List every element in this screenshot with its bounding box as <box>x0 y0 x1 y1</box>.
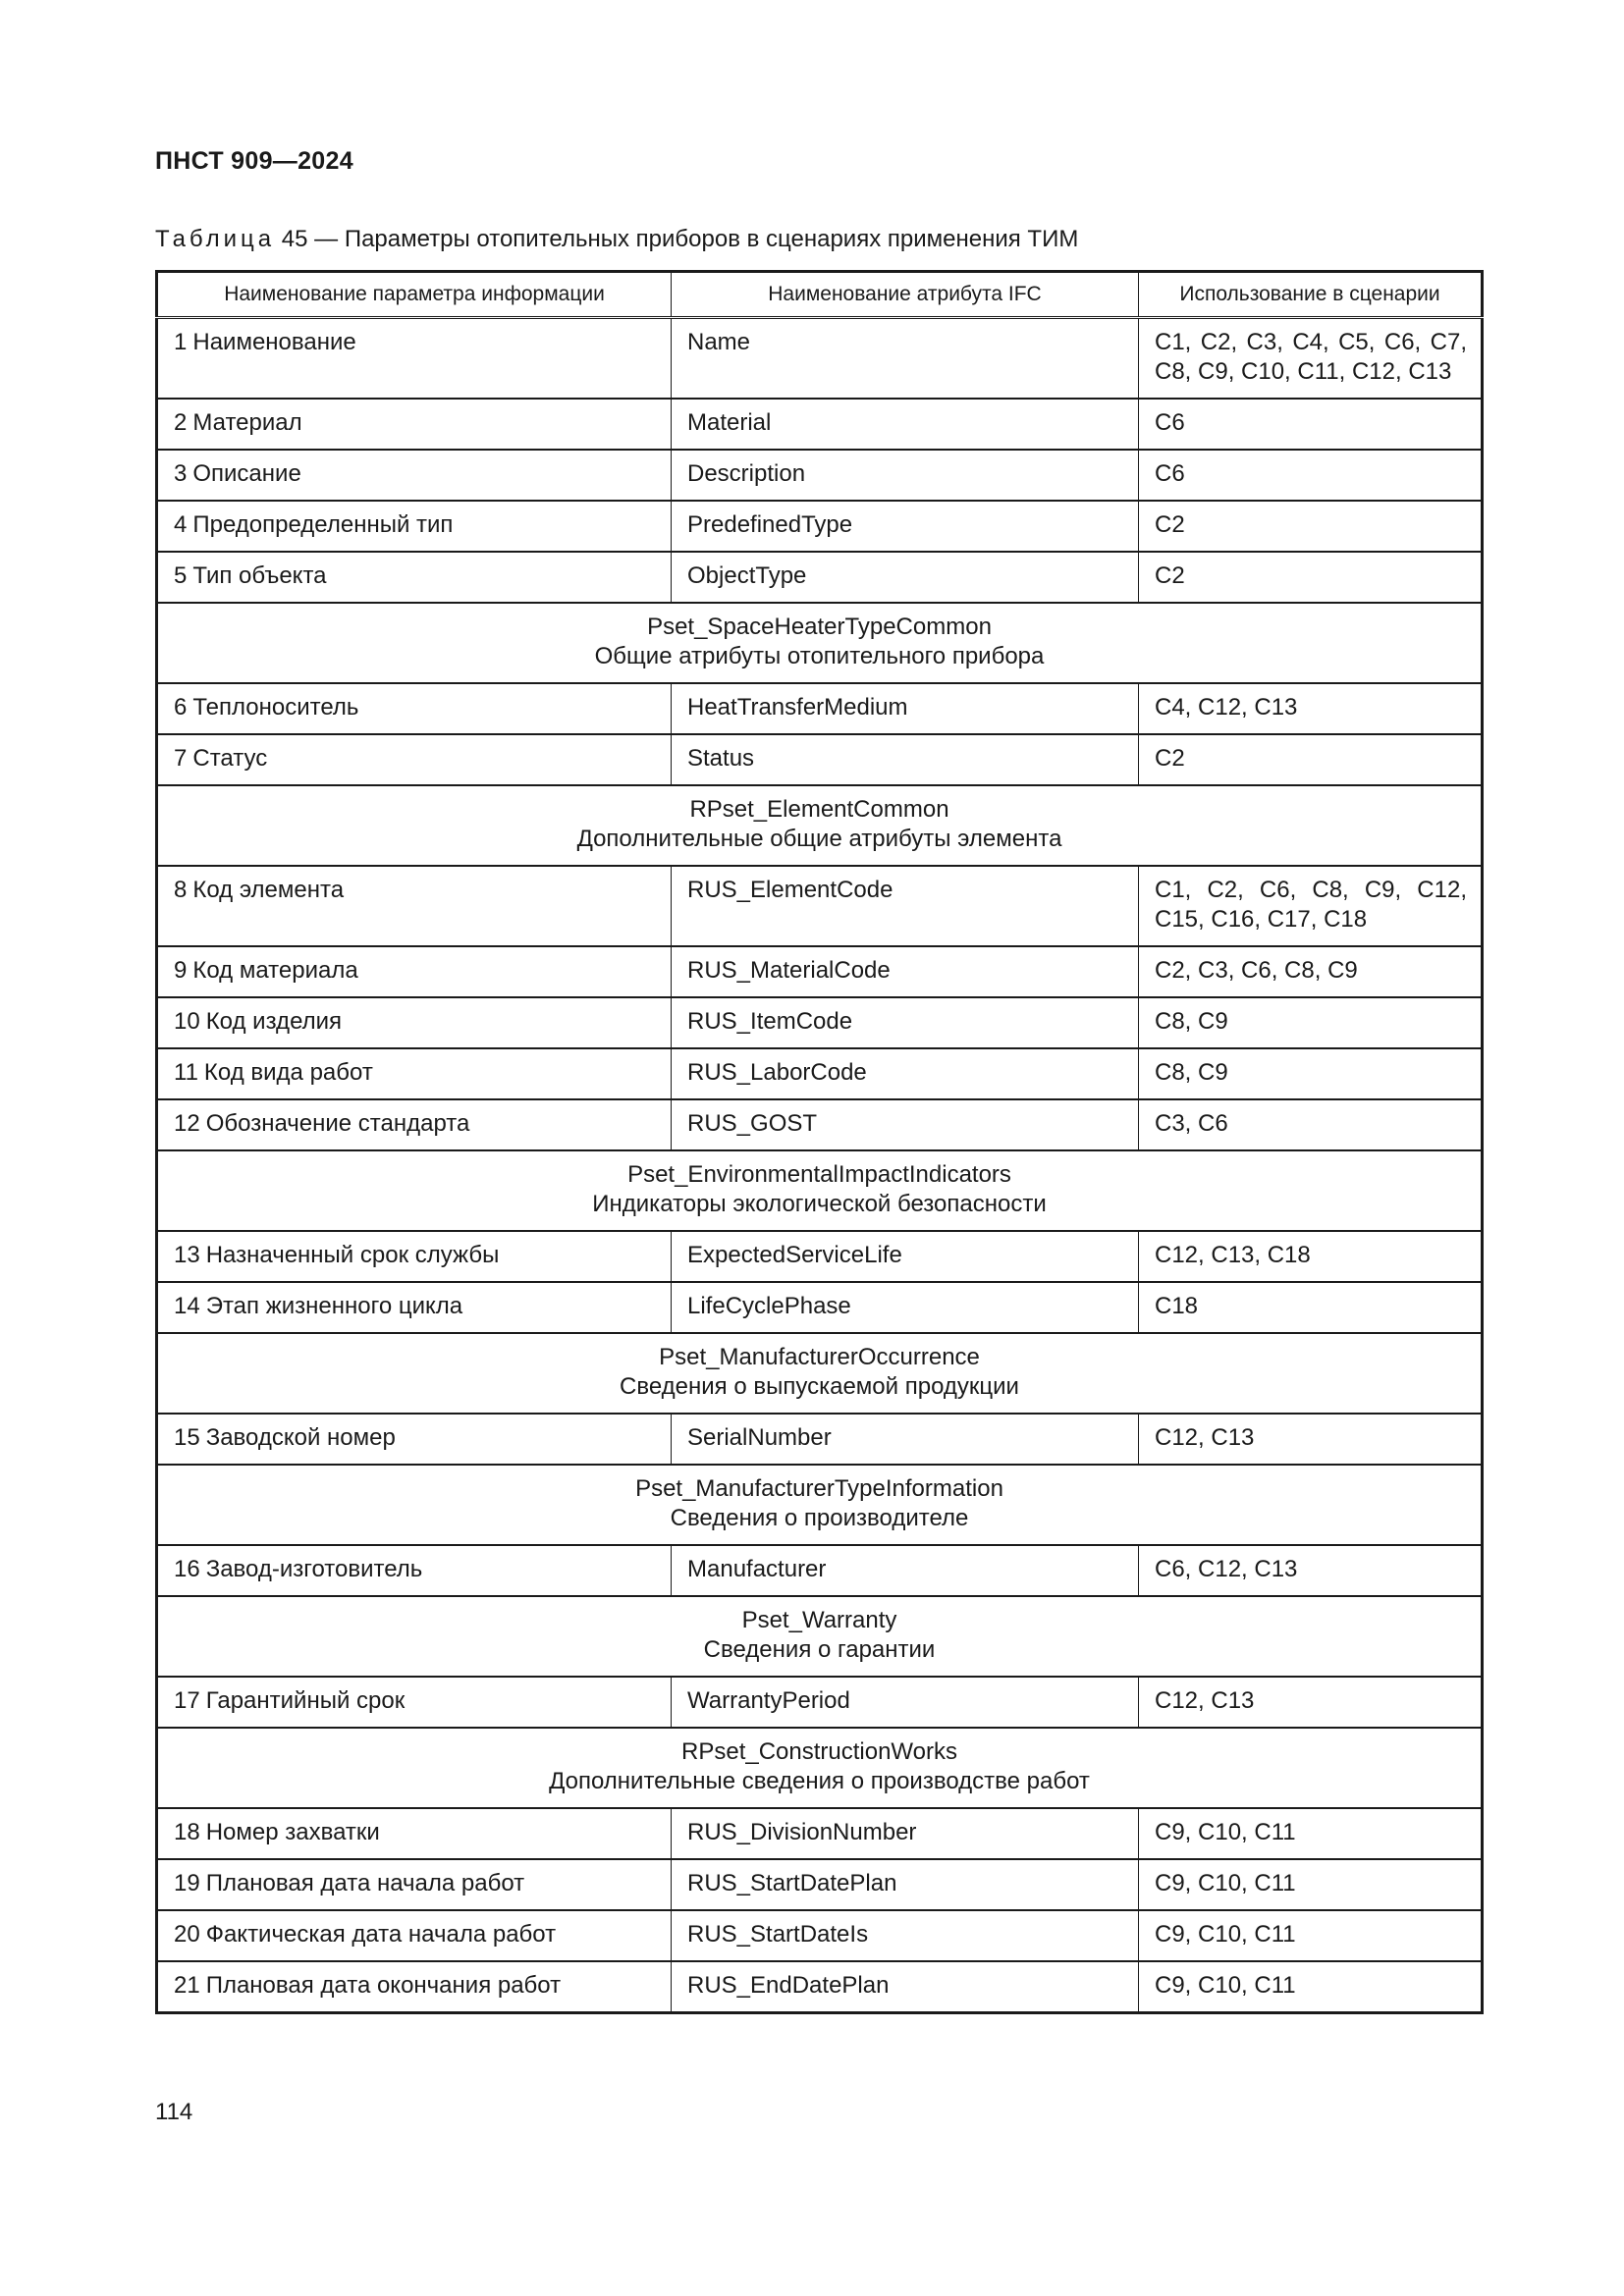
usage-cell: С12, С13, С18 <box>1139 1231 1483 1282</box>
ifc-attribute-cell: RUS_GOST <box>672 1099 1139 1150</box>
parameter-name: Код элемента <box>192 877 345 903</box>
table-caption <box>155 226 1078 253</box>
ifc-attribute-cell: Material <box>672 399 1139 450</box>
table-row <box>157 1048 1483 1099</box>
parameter-number: 9 <box>174 957 188 984</box>
column-header-ifc-attribute: Наименование атрибута IFC <box>672 272 1139 318</box>
parameter-cell <box>157 1099 672 1150</box>
table-row <box>157 683 1483 734</box>
parameter-name: Плановая дата окончания работ <box>205 1972 562 1999</box>
usage-cell: С6, С12, С13 <box>1139 1545 1483 1596</box>
parameter-name: Описание <box>192 460 301 487</box>
section-pset-name: RPset_ConstructionWorks <box>681 1738 957 1765</box>
ifc-attribute-cell: RUS_StartDatePlan <box>672 1859 1139 1910</box>
parameter-number: 17 <box>174 1687 200 1714</box>
table-header-row <box>157 272 1483 318</box>
table-row <box>157 1961 1483 2013</box>
column-header-parameter: Наименование параметра информации <box>157 272 672 318</box>
usage-cell: С6 <box>1139 399 1483 450</box>
usage-cell: С1, С2, С6, С8, С9, С12, С15, С16, С17, С18 <box>1139 866 1483 946</box>
parameter-number: 5 <box>174 562 188 589</box>
table-row <box>157 946 1483 997</box>
usage-cell: С4, С12, С13 <box>1139 683 1483 734</box>
section-pset-name: Pset_Warranty <box>741 1607 897 1633</box>
table-row <box>157 450 1483 501</box>
parameter-cell <box>157 997 672 1048</box>
parameter-number: 12 <box>174 1110 200 1137</box>
parameter-number: 19 <box>174 1870 200 1896</box>
parameter-number: 21 <box>174 1972 200 1999</box>
parameter-cell <box>157 552 672 603</box>
usage-cell: С2 <box>1139 501 1483 552</box>
table-row <box>157 1545 1483 1596</box>
parameter-name: Теплоноситель <box>192 694 359 721</box>
section-heading <box>157 1465 1483 1545</box>
table-section-row <box>157 1150 1483 1231</box>
usage-cell: С9, С10, С11 <box>1139 1808 1483 1859</box>
section-heading <box>157 603 1483 683</box>
parameter-cell <box>157 946 672 997</box>
table-section-row <box>157 1596 1483 1677</box>
parameter-cell <box>157 1048 672 1099</box>
section-description: Дополнительные сведения о производстве работ <box>549 1768 1090 1794</box>
section-heading <box>157 785 1483 866</box>
parameter-cell <box>157 1808 672 1859</box>
section-description: Индикаторы экологической безопасности <box>592 1191 1047 1217</box>
parameter-number: 3 <box>174 460 188 487</box>
parameter-name: Тип объекта <box>192 562 327 589</box>
section-pset-name: Pset_EnvironmentalImpactIndicators <box>627 1161 1011 1188</box>
parameter-cell <box>157 399 672 450</box>
table-row <box>157 866 1483 946</box>
usage-cell: С8, С9 <box>1139 997 1483 1048</box>
parameter-number: 14 <box>174 1293 200 1319</box>
parameter-cell <box>157 318 672 400</box>
parameter-cell <box>157 866 672 946</box>
parameter-number: 15 <box>174 1424 200 1451</box>
usage-cell: С1, С2, С3, С4, С5, С6, С7, С8, С9, С10, С11, С12, С13 <box>1139 318 1483 400</box>
ifc-attribute-cell: SerialNumber <box>672 1414 1139 1465</box>
usage-cell: С6 <box>1139 450 1483 501</box>
table-row <box>157 1808 1483 1859</box>
document-header: ПНСТ 909—2024 <box>155 147 353 175</box>
section-description: Дополнительные общие атрибуты элемента <box>576 826 1062 852</box>
parameter-cell <box>157 1677 672 1728</box>
usage-cell: С2 <box>1139 552 1483 603</box>
table-row <box>157 501 1483 552</box>
table-row <box>157 1282 1483 1333</box>
parameter-cell <box>157 683 672 734</box>
parameter-name: Назначенный срок службы <box>205 1242 500 1268</box>
usage-cell: С9, С10, С11 <box>1139 1859 1483 1910</box>
table-caption-text: 45 — Параметры отопительных приборов в сценариях применения ТИМ <box>281 226 1079 252</box>
ifc-attribute-cell: RUS_ItemCode <box>672 997 1139 1048</box>
table-caption-label: Таблица <box>155 226 276 252</box>
parameters-table <box>155 270 1484 2014</box>
ifc-attribute-cell: WarrantyPeriod <box>672 1677 1139 1728</box>
parameter-number: 11 <box>174 1059 198 1086</box>
parameter-cell <box>157 1859 672 1910</box>
table-section-row <box>157 1333 1483 1414</box>
table-section-row <box>157 603 1483 683</box>
parameter-number: 18 <box>174 1819 200 1845</box>
usage-cell: С9, С10, С11 <box>1139 1961 1483 2013</box>
section-heading <box>157 1728 1483 1808</box>
usage-cell: С2, С3, С6, С8, С9 <box>1139 946 1483 997</box>
parameter-name: Материал <box>192 409 302 436</box>
parameter-name: Код материала <box>192 957 358 984</box>
ifc-attribute-cell: RUS_StartDateIs <box>672 1910 1139 1961</box>
ifc-attribute-cell: Description <box>672 450 1139 501</box>
section-pset-name: Pset_SpaceHeaterTypeCommon <box>647 614 992 640</box>
section-description: Сведения о производителе <box>670 1505 969 1531</box>
parameter-cell <box>157 1231 672 1282</box>
table-row <box>157 734 1483 785</box>
parameter-name: Обозначение стандарта <box>205 1110 470 1137</box>
parameter-name: Наименование <box>192 329 356 355</box>
parameter-number: 2 <box>174 409 188 436</box>
table-row <box>157 318 1483 400</box>
ifc-attribute-cell: ObjectType <box>672 552 1139 603</box>
table-section-row <box>157 1728 1483 1808</box>
parameter-number: 1 <box>174 329 188 355</box>
parameters-table-container <box>155 270 1481 2014</box>
usage-cell: С2 <box>1139 734 1483 785</box>
parameter-name: Номер захватки <box>205 1819 380 1845</box>
section-heading <box>157 1596 1483 1677</box>
ifc-attribute-cell: ExpectedServiceLife <box>672 1231 1139 1282</box>
parameter-name: Завод-изготовитель <box>205 1556 423 1582</box>
parameter-cell <box>157 1545 672 1596</box>
table-row <box>157 1099 1483 1150</box>
ifc-attribute-cell: RUS_ElementCode <box>672 866 1139 946</box>
ifc-attribute-cell: Name <box>672 318 1139 400</box>
ifc-attribute-cell: RUS_LaborCode <box>672 1048 1139 1099</box>
ifc-attribute-cell: PredefinedType <box>672 501 1139 552</box>
table-section-row <box>157 785 1483 866</box>
ifc-attribute-cell: Manufacturer <box>672 1545 1139 1596</box>
table-row <box>157 399 1483 450</box>
parameter-name: Заводской номер <box>205 1424 396 1451</box>
section-heading <box>157 1150 1483 1231</box>
parameter-name: Плановая дата начала работ <box>205 1870 525 1896</box>
section-description: Сведения о гарантии <box>703 1636 936 1663</box>
ifc-attribute-cell: RUS_MaterialCode <box>672 946 1139 997</box>
parameter-name: Статус <box>192 745 268 772</box>
parameter-number: 16 <box>174 1556 200 1582</box>
ifc-attribute-cell: HeatTransferMedium <box>672 683 1139 734</box>
parameter-cell <box>157 1961 672 2013</box>
ifc-attribute-cell: Status <box>672 734 1139 785</box>
usage-cell: С3, С6 <box>1139 1099 1483 1150</box>
table-row <box>157 1414 1483 1465</box>
parameter-name: Код изделия <box>205 1008 343 1035</box>
parameter-name: Этап жизненного цикла <box>205 1293 463 1319</box>
section-pset-name: Pset_ManufacturerTypeInformation <box>635 1475 1003 1502</box>
table-row <box>157 1677 1483 1728</box>
page-number: 114 <box>155 2099 193 2125</box>
usage-cell: С12, С13 <box>1139 1414 1483 1465</box>
section-pset-name: RPset_ElementCommon <box>689 796 949 823</box>
parameter-cell <box>157 450 672 501</box>
parameter-cell <box>157 1282 672 1333</box>
section-heading <box>157 1333 1483 1414</box>
table-row <box>157 1910 1483 1961</box>
table-body <box>157 318 1483 2013</box>
parameter-cell <box>157 1414 672 1465</box>
table-row <box>157 1859 1483 1910</box>
parameter-name: Предопределенный тип <box>192 511 454 538</box>
parameter-cell <box>157 501 672 552</box>
section-pset-name: Pset_ManufacturerOccurrence <box>659 1344 980 1370</box>
parameter-name: Гарантийный срок <box>205 1687 406 1714</box>
ifc-attribute-cell: RUS_EndDatePlan <box>672 1961 1139 2013</box>
parameter-number: 20 <box>174 1921 200 1948</box>
parameter-name: Код вида работ <box>203 1059 373 1086</box>
ifc-attribute-cell: LifeCyclePhase <box>672 1282 1139 1333</box>
ifc-attribute-cell: RUS_DivisionNumber <box>672 1808 1139 1859</box>
parameter-number: 7 <box>174 745 188 772</box>
usage-cell: С8, С9 <box>1139 1048 1483 1099</box>
usage-cell: С18 <box>1139 1282 1483 1333</box>
parameter-name: Фактическая дата начала работ <box>205 1921 557 1948</box>
section-description: Сведения о выпускаемой продукции <box>620 1373 1019 1400</box>
table-row <box>157 997 1483 1048</box>
column-header-usage: Использование в сценарии <box>1139 272 1483 318</box>
parameter-number: 4 <box>174 511 188 538</box>
section-description: Общие атрибуты отопительного прибора <box>594 643 1045 669</box>
parameter-cell <box>157 1910 672 1961</box>
usage-cell: С12, С13 <box>1139 1677 1483 1728</box>
parameter-number: 10 <box>174 1008 200 1035</box>
parameter-number: 8 <box>174 877 188 903</box>
parameter-cell <box>157 734 672 785</box>
parameter-number: 13 <box>174 1242 200 1268</box>
usage-cell: С9, С10, С11 <box>1139 1910 1483 1961</box>
table-row <box>157 1231 1483 1282</box>
table-row <box>157 552 1483 603</box>
parameter-number: 6 <box>174 694 188 721</box>
table-section-row <box>157 1465 1483 1545</box>
